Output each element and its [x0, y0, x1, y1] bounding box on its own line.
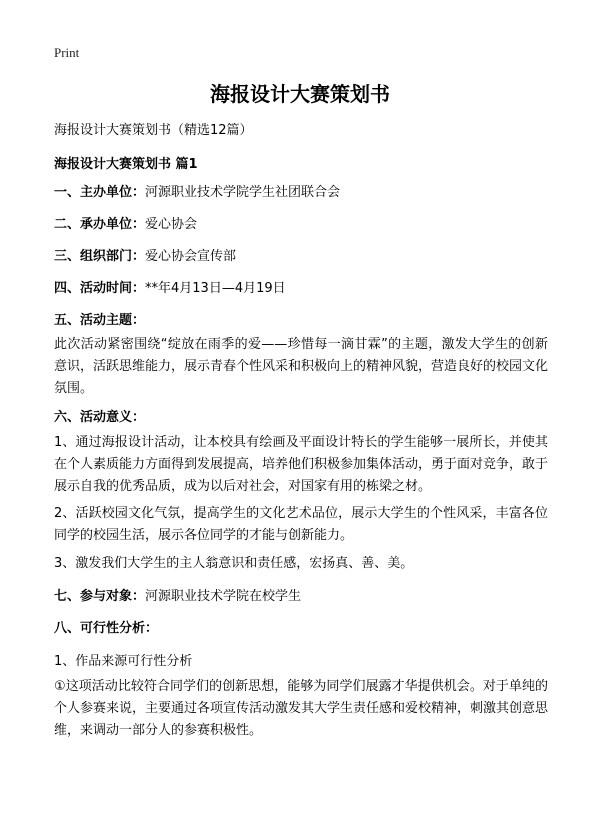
feasibility-paragraph: ①这项活动比较符合同学们的创新思想，能够为同学们展露才华提供机会。对于单纯的个人参赛来说，主要通过各项宣传活动激发其大学生责任感和爱校精神，刺激其创意思维，来调动一部分人的参赛积极性。 [54, 679, 549, 738]
theme-paragraph: 此次活动紧密围绕“绽放在雨季的爱——珍惜每一滴甘霖”的主题，激发大学生的创新意识，活跃思维能力，展示青春个性风采和积极向上的精神风貌，营造良好的校园文化氛围。 [54, 337, 549, 396]
meaning-paragraph-3: 3、激发我们大学生的主人翁意识和责任感，宏扬真、善、美。 [54, 556, 414, 571]
print-label[interactable]: Print [54, 45, 80, 60]
item-label: 一、主办单位： [54, 185, 146, 200]
meaning-paragraph-2: 2、活跃校园文化气氛，提高学生的文化艺术品位，展示大学生的个性风采，丰富各位同学的校园生活，展示各位同学的才能与创新能力。 [54, 506, 548, 543]
item-label: 三、组织部门： [54, 249, 146, 264]
item-label: 七、参与对象： [54, 589, 146, 604]
feasibility-subheading: 1、作品来源可行性分析 [54, 654, 193, 669]
document-title: 海报设计大赛策划书 [210, 82, 390, 106]
item-host [54, 181, 340, 200]
item-label: 四、活动时间： [54, 281, 146, 296]
item-value: **年4月13日—4月19日 [145, 281, 286, 296]
item-department [54, 245, 236, 264]
item-value: 爱心协会 [145, 217, 198, 232]
item-participants [54, 585, 301, 604]
meaning-heading: 六、活动意义： [54, 410, 146, 425]
item-value: 河源职业技术学院在校学生 [145, 589, 302, 604]
item-time [54, 277, 286, 296]
item-label: 二、承办单位： [54, 217, 146, 232]
meaning-paragraph-1: 1、通过海报设计活动，让本校具有绘画及平面设计特长的学生能够一展所长，并使其在个人素质能力方面得到发展提高，培养他们积极参加集体活动，勇于面对竞争，敢于展示自我的优秀品质，成为以后对社会，对国家有用的栋梁之材。 [54, 435, 549, 494]
item-organizer [54, 213, 197, 232]
feasibility-heading: 八、可行性分析： [54, 621, 159, 636]
theme-heading: 五、活动主题： [54, 313, 146, 328]
item-value: 爱心协会宣传部 [145, 249, 237, 264]
document-subtitle: 海报设计大赛策划书（精选12篇） [54, 123, 253, 138]
part-heading: 海报设计大赛策划书 篇1 [54, 157, 198, 172]
item-value: 河源职业技术学院学生社团联合会 [145, 185, 341, 200]
